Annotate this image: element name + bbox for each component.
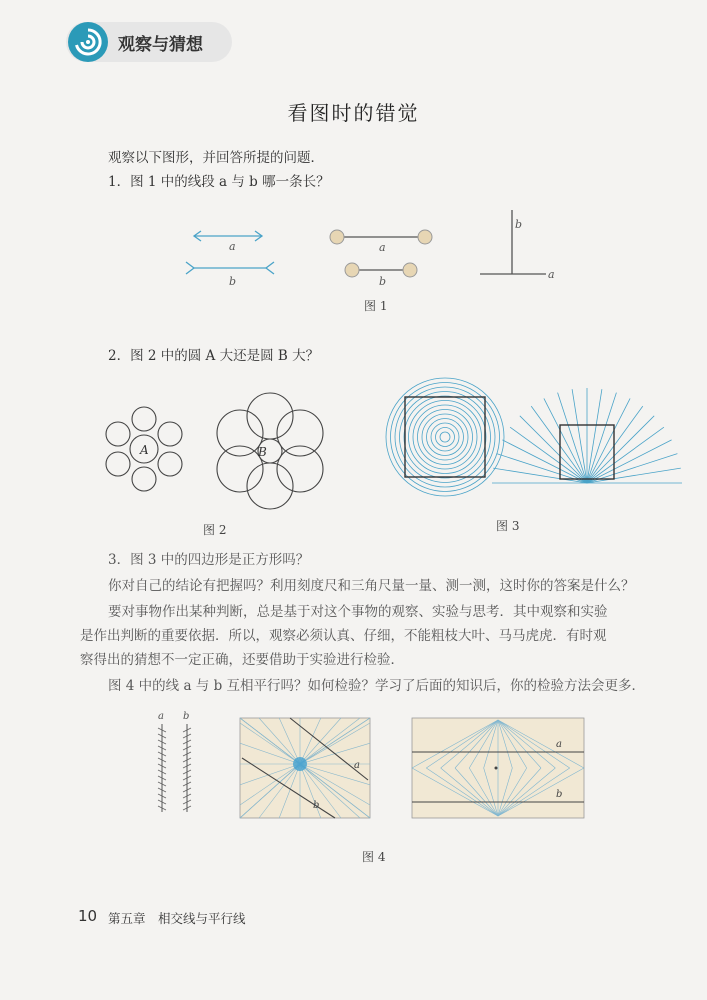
section-header xyxy=(66,22,232,62)
fig4-label-b2: b xyxy=(313,800,320,811)
paragraph-1: 你对自己的结论有把握吗？利用刻度尺和三角尺量一量、测一测，这时你的答案是什么？ xyxy=(108,578,635,594)
chapter-title: 第五章 相交线与平行线 xyxy=(108,911,246,926)
paragraph-2-line-1: 要对事物作出某种判断，总是基于对这个事物的观察、实验与思考．其中观察和实验 xyxy=(108,604,608,620)
question-1: 1．图 1 中的线段 a 与 b 哪一条长？ xyxy=(108,174,330,190)
fig1-label-a2: a xyxy=(379,241,386,254)
fig1-label-a1: a xyxy=(229,240,236,253)
fig4-label-a2: a xyxy=(354,760,360,771)
page-title: 看图时的错觉 xyxy=(287,101,420,125)
circle-b-label: B xyxy=(258,445,267,459)
spiral-logo-icon xyxy=(68,22,108,62)
figure-1-caption: 图 1 xyxy=(364,299,388,313)
section-header-label: 观察与猜想 xyxy=(118,35,203,55)
question-3: 3．图 3 中的四边形是正方形吗？ xyxy=(108,552,310,568)
figure-1 xyxy=(0,200,707,310)
circle-a-label: A xyxy=(140,443,149,457)
figure-4-caption: 图 4 xyxy=(362,850,386,864)
fig1-label-b2: b xyxy=(379,275,387,288)
question-2: 2．图 2 中的圆 A 大还是圆 B 大？ xyxy=(108,348,320,364)
fig1-label-b1: b xyxy=(229,275,237,288)
fig1-label-b3: b xyxy=(515,218,523,231)
intro-text: 观察以下图形，并回答所提的问题． xyxy=(108,150,324,166)
paragraph-2-line-3: 察得出的猜想不一定正确，还要借助于实验进行检验． xyxy=(80,652,404,668)
figure-3 xyxy=(380,375,650,510)
page-number: 10 xyxy=(78,907,98,925)
figure-4 xyxy=(140,706,600,831)
fig4-label-a1: a xyxy=(158,711,164,722)
figure-2 xyxy=(0,395,340,515)
fig4-label-a3: a xyxy=(556,739,562,750)
fig4-label-b1: b xyxy=(183,711,190,722)
paragraph-3: 图 4 中的线 a 与 b 互相平行吗？如何检验？学习了后面的知识后，你的检验方法会更多． xyxy=(108,678,646,694)
fig4-label-b3: b xyxy=(556,789,563,800)
fig1-label-a3: a xyxy=(548,268,555,281)
paragraph-2-line-2: 是作出判断的重要依据．所以，观察必须认真、仔细，不能粗枝大叶、马马虎虎．有时观 xyxy=(80,628,607,644)
figure-3-caption: 图 3 xyxy=(496,519,520,533)
figure-2-caption: 图 2 xyxy=(203,523,227,537)
